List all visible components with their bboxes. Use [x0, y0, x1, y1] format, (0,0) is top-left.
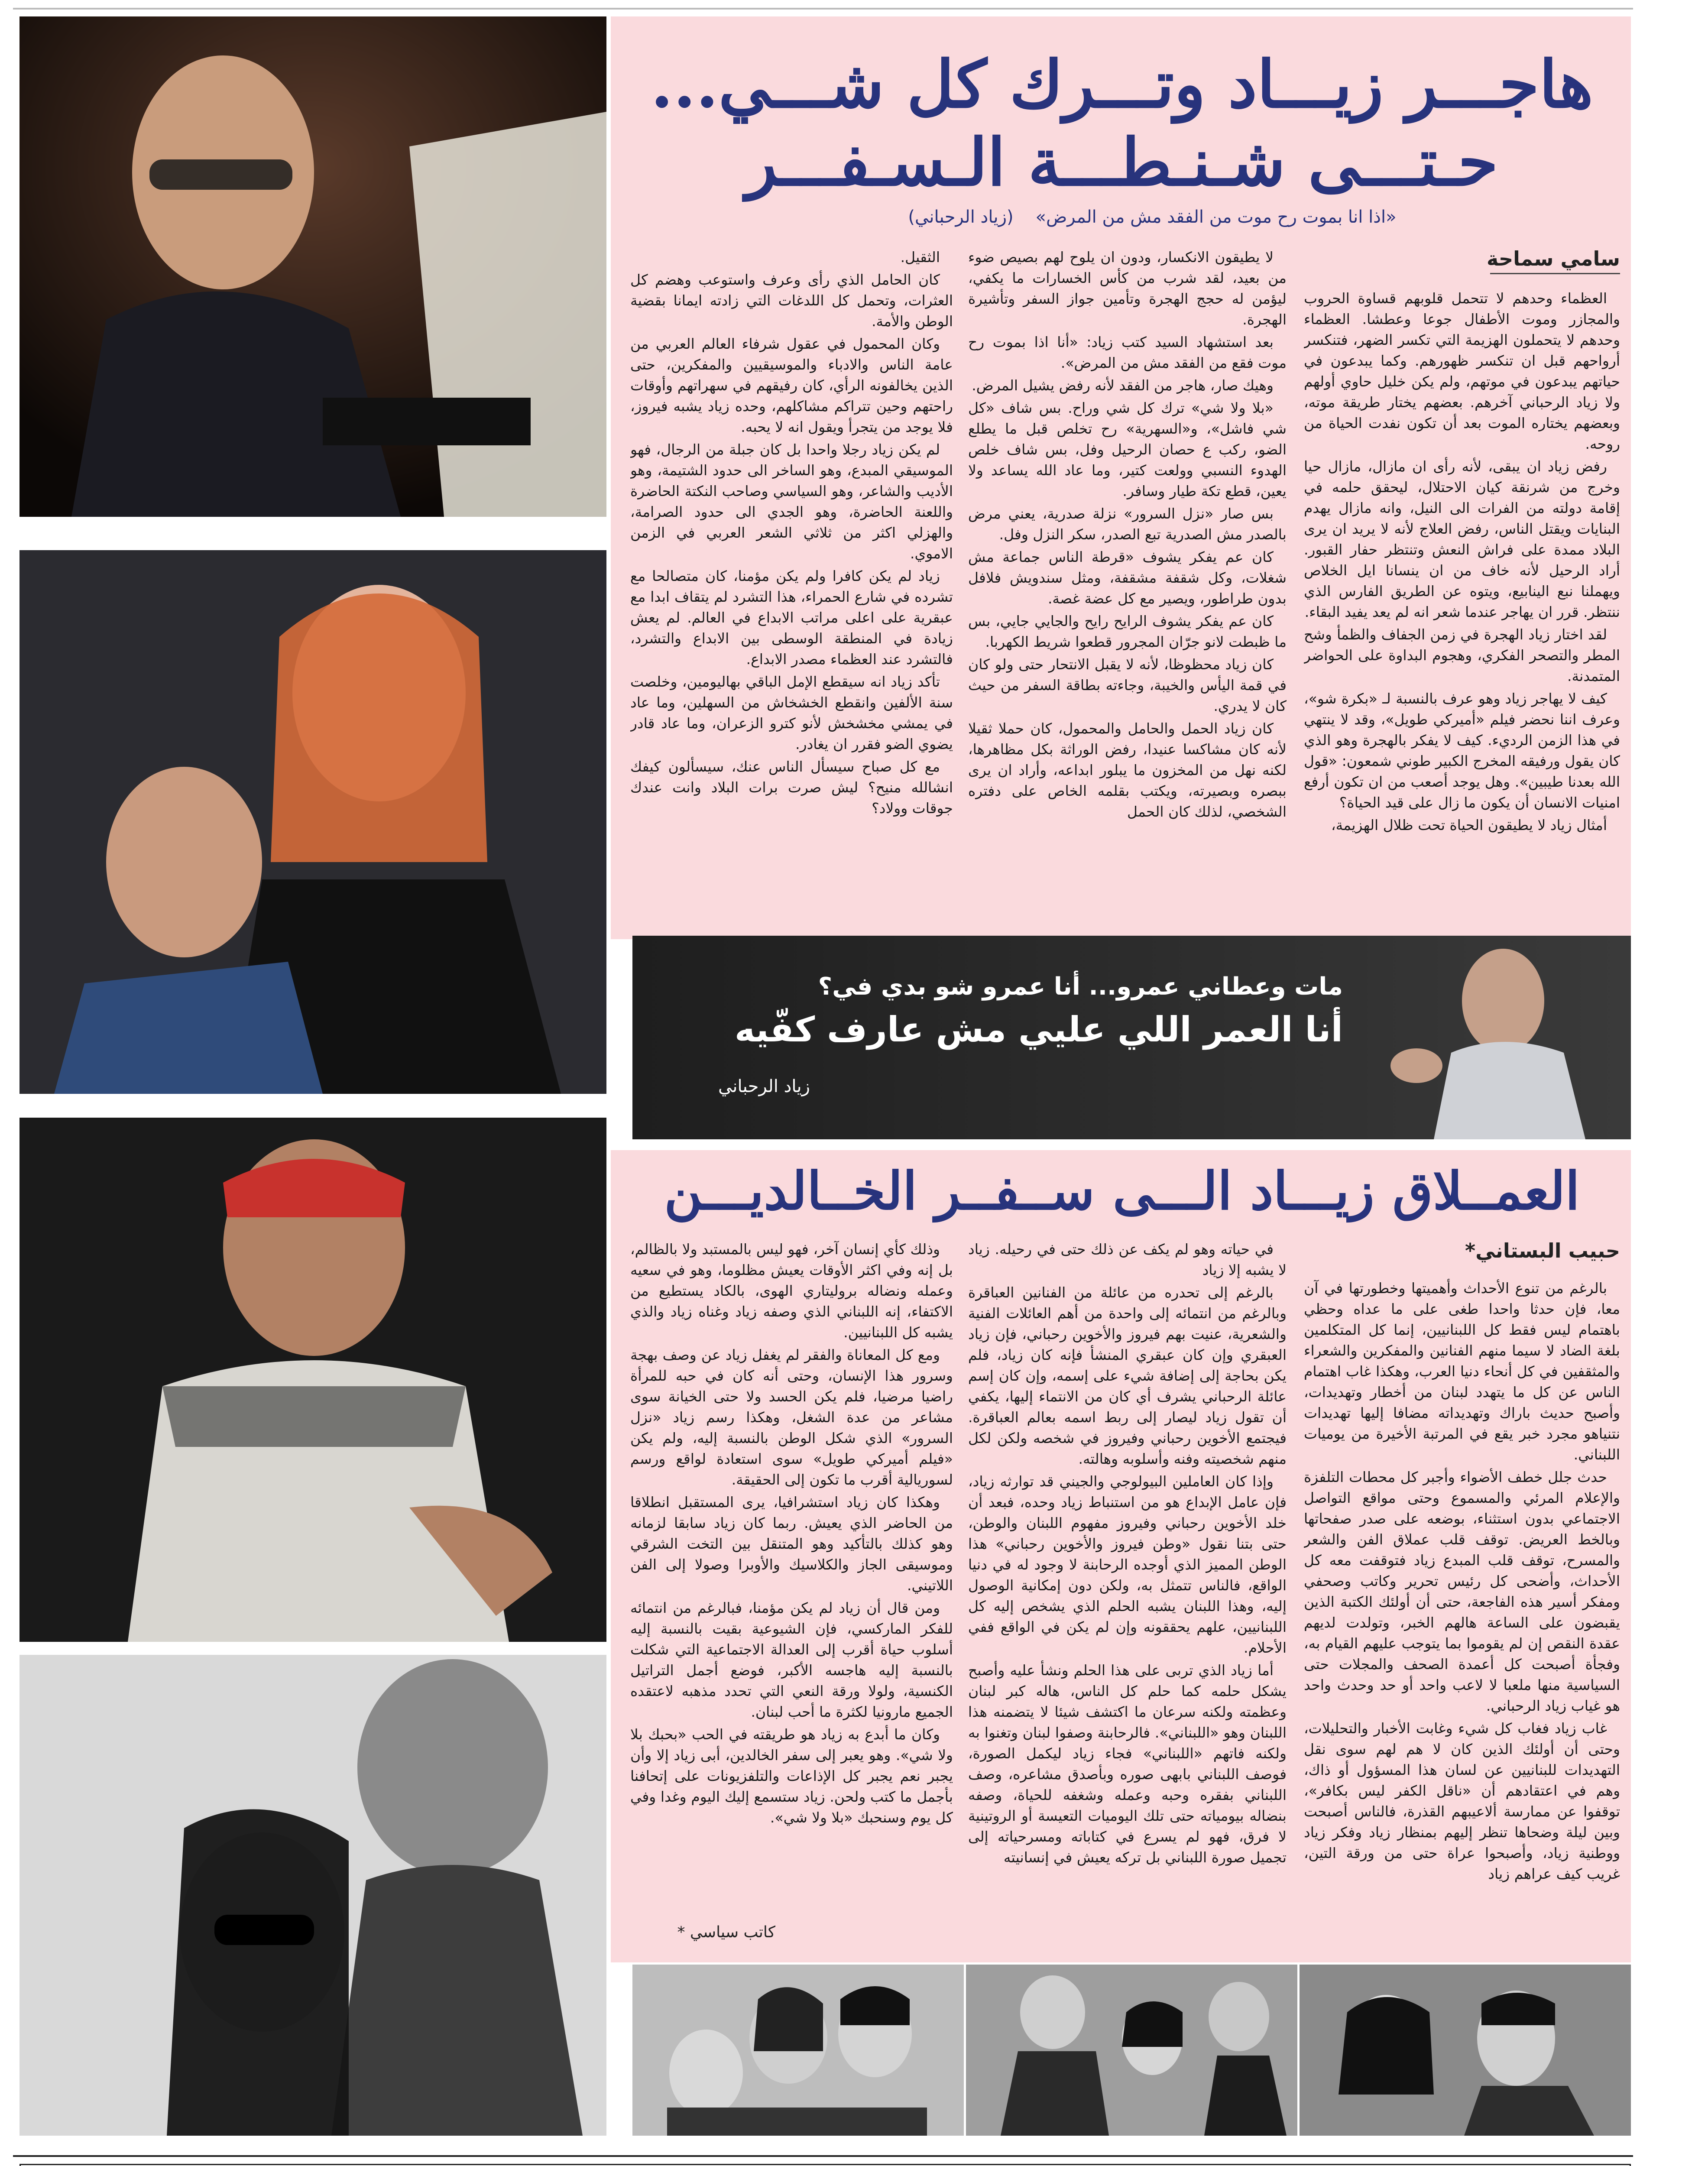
paragraph: أما زياد الذي تربى على هذا الحلم ونشأ عليه وأصبح يشكل حلمه كما حلم كل الناس، هاله كبر لبنان وعظمته ولكنه سرعان ما اكتشف شيئا لا يتضمنه هذا اللبنان وهو «اللبناني». فالرحابنة وصفوا لبنان وتغنوا به ولكنه فاتهم «اللبناني» فجاء زياد ليكمل الصورة، فوصف اللبناني بابهى صوره وبأصدق مشاعره، وصف اللبناني بفقره وحبه وعمله وشغفه للحياة، وصفه بنضاله بيومياته حتى تلك اليوميات التعيسة أو الروتينية لا فرق، فهو لم يسرع في كتاباته ومسرحياته إلى تجميل صورة اللبناني بل تركه يعيش في إنسانيته: [968, 1662, 1287, 1866]
paragraph: كان عم يفكر يشوف الرايح رايح والجايي جايي، بس ما ظبطت لانو جرّان المجرور قطعوا شريط الكهربا.: [968, 613, 1287, 650]
paragraph: تأكد زياد انه سيقطع الإمل الباقي بهاليومين، وخلصت سنة الألفين وانقطع الخشخاش من السهلين، وما عاد في يمشي مخشخش لأنو كترو الزعران، وما عاد قادر يضوي الضو فقرر ان يغادر.: [630, 673, 953, 752]
paragraph: حدث جلل خطف الأضواء وأجبر كل محطات التلفزة والإعلام المرئي والمسموع وحتى مواقع التواصل الاجتماعي بدون استثناء، بوضعه على صدر صفحاتها وبالخط العريض. توقف قلب عملاق الفن والشعر والمسرح، توقف قلب المبدع زياد فتوقفت معه كل الأحداث، وأضحى كل رئيس تحرير وكاتب وصحفي ومفكر أسير هذه الفاجعة، حتى أن أولئك الكتبة الذين يقبضون على الساعة هالهم الخبر، وتولدت لديهم عقدة النقص إن لم يقوموا بما يتوجب عليهم القيام به، وفجأة أصبحت كل أعمدة الصحف والمجلات حتى السياسية منها ملعبا لا لاعب واحد أو حد وحدث واحد هو غياب زياد الرحباني.: [1304, 1469, 1620, 1714]
paragraph: وإذا كان العاملين البيولوجي والجيني قد توارثه زياد، فإن عامل الإبداع هو من استنباط زياد وحده، فبعد أن خلد الأخوين رحباني وفيروز مفهوم اللبنان والوطن، حتى بتنا نقول «وطن فيروز والأخوين رحباني» هذا الوطن المميز الذي أوجده الرحابنة لا وجود له في دنيا الواقع، فالناس تتمثل به، ولكن دون إمكانية الوصول إليه، وهذا اللبنان يشبه الحلم الذي يشخص إليه كل اللبنانيين، علهم يحققونه وإن لم يكن في الواقع ففي الأحلام.: [968, 1473, 1287, 1656]
paragraph: وذلك كأي إنسان آخر، فهو ليس بالمستبد ولا بالظالم، بل إنه وفي اكثر الأوقات يعيش مظلوما، وهو في سعيه وعمله ونضاله بروليتاري الهوى، بالكاد يستطيع من الاكتفاء، إنه اللبناني الذي وصفه زياد وغناه زياد والذي يشبه كل اللبنانيين.: [630, 1241, 953, 1341]
article1-column-middle: [968, 247, 1287, 908]
photo-fairuz-and-zeyad: [19, 1655, 606, 2136]
article1-title-line2: حـتـــى شـنـطـــة الـسـفـــر: [745, 124, 1498, 201]
paragraph: وكان ما أبدع به زياد هو طريقته في الحب «بحبك بلا ولا شي». وهو يعبر إلى سفر الخالدين، أبى زياد إلا وأن يجبر نعم يجبر كل الإذاعات والتلفزيونات على إتحافنا بأجمل ما كتب ولحن. زياد ستسمع إليك اليوم وغدا وفي كل يوم وسنحبك «بلا ولا شي».: [630, 1726, 953, 1826]
paragraph: وهكذا كان زياد استشرافيا، يرى المستقبل انطلاقا من الحاضر الذي يعيش. ربما كان زياد سابقا لزمانه وهو كذلك بالتأكيد وهو المتنقل بين التخت الشرقي وموسيقى الجاز والكلاسيك والأوبرا وصولا إلى الفن اللاتيني.: [630, 1494, 953, 1594]
paragraph: بس صار «نزل السرور» نزلة صدرية، يعني مرض بالصدر مش الصدرية تبع الصدر، سكر النزل وفل.: [968, 505, 1287, 543]
paragraph: وهيك صار، هاجر من الفقد لأنه رفض يشيل المرض.: [972, 377, 1274, 394]
paragraph: رفض زياد ان يبقى، لأنه رأى ان مازال، مازال حيا وخرج من شرنقة كيان الاحتلال، ليحقق حلمه في إقامة دولته من الفرات الى النيل، وانه مازال يهدم البنايات ويقتل الناس، رفض العلاج لأنه لا يريد ان يرى البلاد ممدة على فراش النعش وتنتظر حفار القبور. أراد الرحيل لأنه خاف من ان ينسانا ايل الخلاص ويهملنا نبع الينابيع، ويتوه عن الطريق الفارس الذي ننتظر. قرر ان يهاجر عندما شعر انه لم يعد يفيد البقاء.: [1304, 458, 1620, 620]
paragraph: مع كل صباح سيسأل الناس عنك، سيسألون كيفك انشالله منيح؟ ليش صرت برات البلاد وانت عندك جوقات وولاد؟: [630, 758, 953, 817]
footer-box: [19, 2164, 1631, 2166]
banner-line1: مات وعطاني عمرو... أنا عمرو شو بدي في؟: [818, 973, 1343, 1001]
photo-zeyad-with-woman: [19, 550, 606, 1094]
article2-author: حبيب البستاني*: [1465, 1239, 1620, 1262]
paragraph: ومع كل المعاناة والفقر لم يغفل زياد عن وصف بهجة وسرور هذا الإنسان، وحتى أنه كان في حبه للمرأة راضيا مرضيا، فلم يكن الحسد ولا حتى الخيانة سوى مشاعر من عدة الشغل، وهكذا رسم زياد «نزل السرور» الذي شكل الوطن بالنسبة إليه، ولم يكن «فيلم أميركي طويل» سوى استعادة لواقع ورسم لسوريالية أقرب ما تكون إلى الحقيقة.: [630, 1346, 953, 1488]
paragraph: لم يكن زياد رجلا واحدا بل كان جبلة من الرجال، فهو الموسيقي المبدع، وهو الساخر الى حدود الشتيمة، وهو الأديب والشاعر، وهو السياسي وصاحب النكتة الحاضرة واللعنة الحاضرة، وهو الجدي الى حدود الصرامة، والهزلي اكثر من ثلاثي الشعر العربي في الزمن الاموي.: [630, 441, 953, 562]
banner-line2: أنا العمر اللي عليي مش عارف كفّيه: [734, 1009, 1343, 1050]
paragraph: في حياته وهو لم يكف عن ذلك حتى في رحيله. زياد لا يشبه إلا زياد: [968, 1241, 1287, 1278]
article2-column-left: [630, 1239, 953, 1923]
top-rule: [13, 8, 1633, 10]
article2-signature: كاتب سياسي *: [677, 1923, 775, 1941]
paragraph: بالرغم إلى تحدره من عائلة من الفنانين العباقرة وبالرغم من انتمائه إلى واحدة من أهم العائلات الفنية والشعرية، عنيت بهم فيروز والأخوين رحباني، فإن زياد العبقري وإن كان عبقري المنشأ فإنه كان زياد، فلم يكن بحاجة إلى إضافة شيء على إسمه، وإن كان إسم عائلة الرحباني يشرف أي كان من الانتماء إليها، يكفي أن تقول زياد ليصار إلى ربط اسمه بعالم العباقرة. فيجتمع الأخوين رحباني وفيروز في شخصه ولكن لكل منهم شخصيته وفنه وأسلوبه وهالته.: [968, 1284, 1287, 1467]
paragraph: كيف لا يهاجر زياد وهو عرف بالنسبة لـ «بكرة شو»، وعرف اننا نحضر فيلم «أميركي طويل»، وقد لا ينتهي في هذا الزمن الرديء. كيف لا يفكر بالهجرة وهو الذي كان يقول ورفيقه المخرج الكبير طوني شمعون: «قول الله بعدنا طيبين». وهل يوجد أصعب من ان تكون أرفع امنيات الانسان أن يكون ما زال على قيد الحياة؟: [1304, 690, 1620, 811]
paragraph: كان زياد الحمل والحامل والمحمول، كان حملا ثقيلا لأنه كان مشاكسا عنيدا، رفض الوراثة بكل مظاهرها، لكنه نهل من المخزون ما يبلور ابداعه، وأراد ان يرى ببصره وبصيرته، ويكتب بقلمه الخاص على دفتره الشخصي، لذلك كان الحمل: [968, 720, 1287, 820]
article1-author: سامي سماحة: [1487, 247, 1620, 270]
paragraph: لا يطيقون الانكسار، ودون ان يلوح لهم بصيص ضوء من بعيد، لقد شرب من كأس الخسارات ما يكفي، ليؤمن له حجج الهجرة وتأمين جواز السفر وتأشيرة الهجرة.: [968, 249, 1287, 328]
paragraph: كان الحامل الذي رأى وعرف واستوعب وهضم كل العثرات، وتحمل كل اللدغات التي زادته ايمانا بقضية الوطن والأمة.: [630, 271, 953, 330]
photo-family-children: [632, 1965, 964, 2136]
paragraph: غاب زياد فغاب كل شيء وغابت الأخبار والتحليلات، وحتى أن أولئك الذين كان لا هم لهم سوى نقل التهديدات للبنانيين عن لسان هذا المسؤول أو ذاك، وهم في اعتقادهم أن «ناقل الكفر ليس بكافر»، توقفوا عن ممارسة ألاعيبهم القذرة، فالناس أصبحت وبين ليلة وضحاها تنظر إليهم بمنظار زياد وفكر زياد ووطنية زياد، وأصبحوا عراة حتى من ورقة التين، غريب كيف عراهم زياد: [1304, 1720, 1620, 1882]
article1-column-left: [630, 247, 953, 908]
paragraph: كان عم يفكر يشوف «قرطة الناس جماعة مش شغلات، وكل شقفة مشقفة، ومثل سندويش فلافل بدون طراطور، ويصير مع كل عضة غصة.: [968, 548, 1287, 607]
author-underline: [1490, 273, 1620, 274]
article1-title-line1: هاجـــر زيـــاد وتـــرك كل شـــي...: [650, 46, 1594, 123]
quote-text: «اذا انا بموت رح موت من الفقد مش من المرض»: [1035, 207, 1397, 227]
footer-top-rule: [13, 2155, 1633, 2157]
banner-caption: زياد الرحباني: [718, 1077, 810, 1096]
article2-title: العمــلاق زيـــاد الـــى ســفــر الخــالديـــن: [664, 1161, 1580, 1222]
photo-zeyad-piano: [19, 16, 606, 517]
paragraph: كان زياد محظوظا، لأنه لا يقبل الانتحار حتى ولو كان في قمة اليأس والخيبة، وجاءته بطاقة السفر من حيث كان لا يدري.: [968, 656, 1287, 714]
paragraph: الثقيل.: [900, 249, 940, 266]
article2-column-right: [1304, 1278, 1620, 1954]
paragraph: أمثال زياد لا يطيقون الحياة تحت ظلال الهزيمة،: [1331, 817, 1607, 833]
paragraph: ومن قال أن زياد لم يكن مؤمنا، فبالرغم من انتمائه للفكر الماركسي، فإن الشيوعية بقيت بالنسبة إليه أسلوب حياة أقرب إلى العدالة الاجتماعية التي شكلت بالنسبة إليه هاجسه الأكبر، فوضع أجمل التراتيل الكنسية، ولولا ورقة النعي التي تحدد مذهبه لاعتقده الجميع مارونيا لكثرة ما أحب لبنان.: [630, 1599, 953, 1720]
photo-zeyad-with-friends: [1300, 1965, 1631, 2136]
paragraph: زياد لم يكن كافرا ولم يكن مؤمنا، كان متصالحا مع تشرده في شارع الحمراء، هذا التشرد لم يتقاف ابدا مع عبقرية على اعلى مراتب الابداع في العالم. لم يعش زيادة في المنطقة الوسطى بين الابداع والتشرد، فالتشرد عند العظماء مصدر الابداع.: [630, 567, 953, 668]
paragraph: «بلا ولا شي» ترك كل شي وراح. بس شاف «كل شي فاشل»، و«السهرية» رح تخلص قبل ما يطلع الضو، ركب ع حصان الرحيل وفل، بس شاف خلص الهدوء النسبي وولعت كتير، وما عاد الله يساعد ولا يعين، قطع تكة طيار وسافر.: [968, 399, 1287, 499]
paragraph: العظماء وحدهم لا تتحمل قلوبهم قساوة الحروب والمجازر وموت الأطفال جوعا وعطشا. العظماء وحدهم لا يتحملون الهزيمة التي تكسر الضهر، فتنكسر أرواحهم قبل ان تنكسر ظهورهم. وكما يبدعون في حياتهم يبدعون في موتهم، ولم يكن خليل حاوي أولهم ولا زياد الرحباني آخرهم. بعضهم يختار طريقة موته، وبعضهم يختاره الموت بعد أن تكون نفدت الحياة من روحه.: [1304, 290, 1620, 452]
photo-family-group: [966, 1965, 1297, 2136]
paragraph: بالرغم من تنوع الأحداث وأهميتها وخطورتها في آن معا، فإن حدثا واحدا طغى على ما عداه وحظي باهتمام ليس فقط كل اللبنانيين، إنما كل المتكلمين بلغة الضاد لا سيما منهم الفنانين والمفكرين والشعراء والمثقفين في كل أنحاء دنيا العرب، وهكذا غاب اهتمام الناس عن كل ما يتهدد لبنان من أخطار وتهديدات، وأصبح حديث باراك وتهديداته مضافا إليها تهديدات نتنياهو مجرد خبر يقع في المرتبة الأخيرة من يوميات اللبناني.: [1304, 1280, 1620, 1463]
article2-column-middle: [968, 1239, 1287, 1954]
photo-zeyad-red-hat: [19, 1118, 606, 1642]
paragraph: وكان المحمول في عقول شرفاء العالم العربي من عامة الناس والادباء والموسيقيين والمفكرين، حتى الذين يخالفونه الرأي، كان رفيقهم في سهراتهم وأوقات راحتهم وحين تتراكم مشاكلهم، وحده زياد يشبه فيروز، فلا يوجد من يتجرأ ويقول انه لا يحبه.: [630, 335, 953, 435]
paragraph: بعد استشهاد السيد كتب زياد: «أنا اذا بموت رح موت فقع من الفقد مش من المرض».: [968, 334, 1287, 371]
paragraph: لقد اختار زياد الهجرة في زمن الجفاف والظمأ وشح المطر والتصحر الفكري، وهجوم البداوة على الحواضر المتمدنة.: [1304, 626, 1620, 684]
article1-column-right: [1304, 288, 1620, 908]
quote-author: (زياد الرحباني): [908, 207, 1014, 227]
article1-quote: [702, 207, 1603, 227]
